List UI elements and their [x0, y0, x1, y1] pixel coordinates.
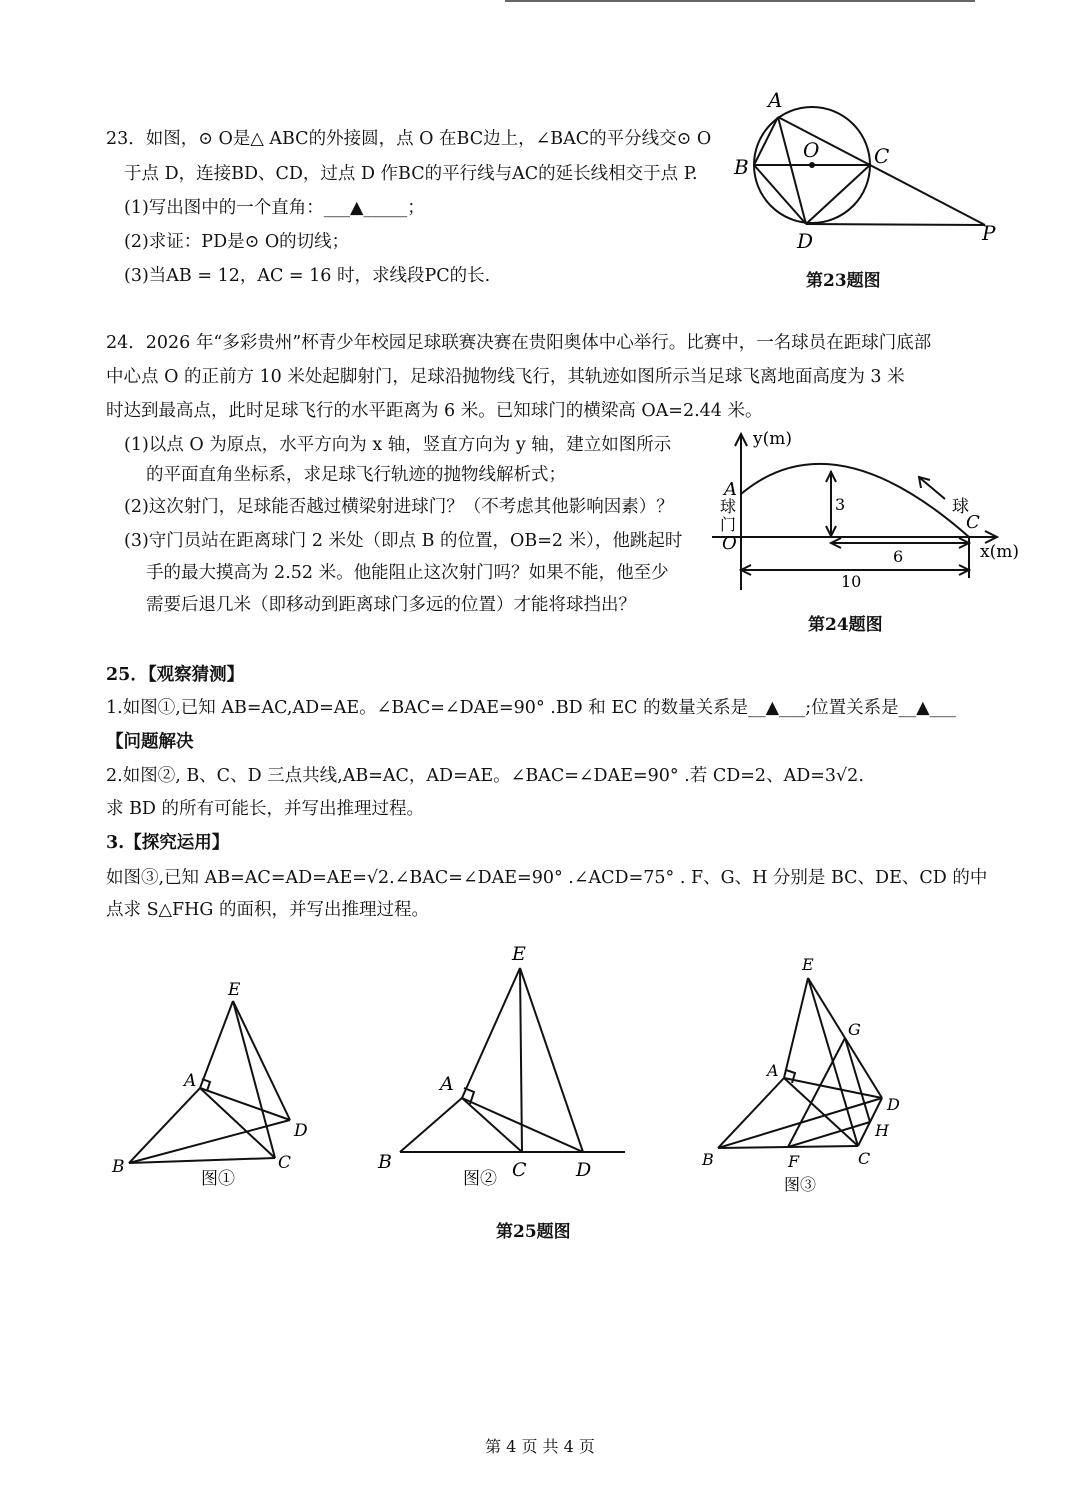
q24-line-1: 24．2026 年“多彩贵州”杯青少年校园足球联赛决赛在贵阳奥体中心举行。比赛中，一名球员在距球门底部: [106, 333, 932, 353]
q24-figure: [705, 425, 1025, 600]
fig1-label-c: C: [278, 1153, 292, 1173]
q25-line-1: 25．【观察猜测】: [106, 665, 245, 685]
q24-caption: 第24题图: [808, 615, 883, 635]
q23-line-3: (1)写出图中的一个直角：___▲_____；: [124, 198, 425, 218]
q24-label-y: y(m): [753, 429, 792, 449]
fig1-caption: 图①: [201, 1169, 235, 1189]
q24-line-5: 的平面直角坐标系，求足球飞行轨迹的抛物线解析式；: [146, 465, 566, 485]
q24-label-a: A: [724, 479, 737, 500]
q24-line-4: (1)以点 O 为原点，水平方向为 x 轴，竖直方向为 y 轴，建立如图所示: [124, 435, 672, 455]
fig2-label-d: D: [576, 1159, 592, 1181]
q23-label-c: C: [874, 144, 890, 168]
q25-line-8: 点求 S△FHG 的面积，并写出推理过程。: [106, 900, 429, 920]
fig3-label-e: E: [802, 955, 814, 974]
q23-line-1: 23．如图，⊙ O是△ ABC的外接圆，点 O 在BC边上，∠BAC的平分线交⊙ O: [106, 129, 712, 149]
q23-label-a: A: [768, 88, 783, 112]
q24-label-10: 10: [841, 572, 862, 591]
q24-label-o: O: [722, 533, 737, 554]
q25-line-7: 如图③,已知 AB=AC=AD=AE=√2.∠BAC=∠DAE=90° .∠ACD=75° . F、G、H 分别是 BC、DE、CD 的中: [106, 868, 988, 888]
page-footer: 第 4 页 共 4 页: [485, 1437, 595, 1456]
q25-figure-1: [108, 975, 318, 1195]
q24-line-9: 需要后退几米（即移动到距离球门多远的位置）才能将球挡出？: [146, 595, 636, 615]
fig2-caption: 图②: [463, 1169, 497, 1189]
q24-line-7: (3)守门员站在距离球门 2 米处（即点 B 的位置，OB=2 米），他跳起时: [124, 531, 683, 551]
q25-line-2: 1.如图①,已知 AB=AC,AD=AE。∠BAC=∠DAE=90° .BD 和 EC 的数量关系是__▲___;位置关系是__▲___: [106, 698, 956, 718]
q25-figure-3: [695, 950, 915, 1200]
fig3-label-g: G: [848, 1020, 861, 1039]
fig1-label-e: E: [228, 980, 241, 1000]
fig3-label-a: A: [767, 1061, 779, 1080]
q23-caption: 第23题图: [806, 271, 881, 291]
q25-line-4: 2.如图②, B、C、D 三点共线,AB=AC，AD=AE。∠BAC=∠DAE=90° .若 CD=2、AD=3√2.: [106, 766, 864, 786]
q24-label-h: 3: [835, 495, 846, 514]
fig3-label-d: D: [887, 1095, 900, 1114]
q24-line-8: 手的最大摸高为 2.52 米。他能阻止这次射门吗？如果不能，他至少: [146, 563, 669, 583]
fig3-caption: 图③: [784, 1175, 817, 1194]
q23-line-2: 于点 D，连接BD、CD，过点 D 作BC的平行线与AC的延长线相交于点 P.: [124, 164, 698, 184]
q25-line-6: 3.【探究运用】: [106, 833, 230, 853]
fig3-label-h: H: [875, 1121, 889, 1140]
fig3-label-b: B: [702, 1150, 714, 1169]
q25-caption: 第25题图: [496, 1222, 571, 1242]
q25-line-5: 求 BD 的所有可能长，并写出推理过程。: [106, 799, 425, 819]
q23-label-p: P: [982, 221, 996, 245]
fig2-label-e: E: [512, 943, 526, 965]
fig1-label-d: D: [294, 1121, 308, 1141]
q24-label-goal2: 门: [720, 515, 737, 534]
q24-label-goal1: 球: [720, 497, 737, 516]
q23-line-5: (3)当AB = 12，AC = 16 时，求线段PC的长.: [124, 266, 491, 286]
q24-label-c: C: [966, 512, 980, 533]
q23-label-d: D: [797, 229, 814, 253]
q25-line-3: 【问题解决: [106, 732, 194, 752]
fig1-label-a: A: [184, 1071, 197, 1091]
q23-label-o: O: [803, 138, 820, 162]
q24-label-x: x(m): [980, 542, 1019, 562]
fig2-label-b: B: [378, 1151, 392, 1173]
fig2-label-a: A: [440, 1073, 454, 1095]
fig3-label-c: C: [858, 1149, 871, 1168]
q24-label-ball: 球: [952, 497, 969, 517]
q24-label-6: 6: [893, 547, 904, 566]
q24-line-3: 时达到最高点，此时足球飞行的水平距离为 6 米。已知球门的横梁高 OA=2.44 米。: [106, 401, 763, 421]
fig1-label-b: B: [112, 1157, 125, 1177]
q23-figure: [725, 85, 1015, 255]
top-rule: [505, 0, 975, 2]
fig3-label-f: F: [788, 1152, 800, 1171]
q23-label-b: B: [734, 155, 749, 179]
fig2-label-c: C: [512, 1159, 527, 1181]
q24-line-2: 中心点 O 的正前方 10 米处起脚射门，足球沿抛物线飞行，其轨迹如图所示当足球飞离地面高度为 3 米: [106, 367, 905, 387]
q23-line-4: (2)求证：PD是⊙ O的切线；: [124, 232, 350, 252]
q24-line-6: (2)这次射门，足球能否越过横梁射进球门？（不考虑其他影响因素）？: [124, 497, 674, 517]
q25-figure-2: [375, 935, 635, 1195]
